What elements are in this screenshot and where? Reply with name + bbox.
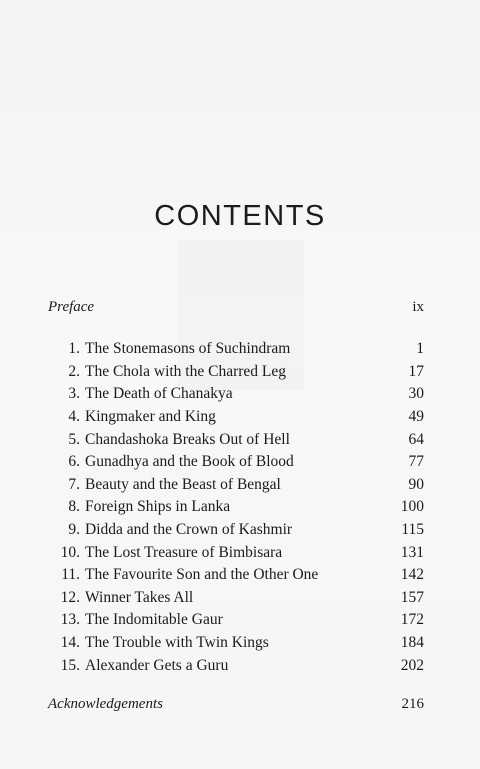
chapter-page: 100 — [400, 498, 424, 516]
chapter-page: 202 — [400, 656, 424, 674]
chapter-page: 115 — [401, 521, 424, 539]
chapter-number: 14. — [60, 634, 80, 652]
chapter-list — [44, 338, 424, 677]
chapter-page: 184 — [400, 634, 424, 652]
chapter-number: 11. — [61, 566, 80, 584]
chapter-row — [44, 541, 424, 564]
chapter-row — [44, 609, 424, 632]
chapter-title: Winner Takes All — [85, 588, 194, 606]
chapter-row — [44, 338, 424, 361]
chapter-row — [44, 383, 424, 406]
chapter-row — [44, 474, 424, 497]
chapter-title: Gunadhya and the Book of Blood — [85, 453, 294, 471]
chapter-number: 5. — [68, 430, 80, 448]
chapter-title: The Chola with the Charred Leg — [85, 362, 287, 380]
chapter-title: Kingmaker and King — [85, 408, 216, 426]
chapter-title: Alexander Gets a Guru — [85, 656, 229, 674]
chapter-number: 13. — [60, 611, 80, 629]
chapter-title: Foreign Ships in Lanka — [85, 498, 231, 516]
chapter-title: The Trouble with Twin Kings — [85, 634, 269, 652]
chapter-page: 77 — [408, 453, 424, 471]
chapter-row — [44, 361, 424, 384]
chapter-page: 1 — [416, 340, 424, 358]
chapter-row — [44, 587, 424, 610]
chapter-page: 17 — [408, 362, 424, 380]
chapter-row — [44, 496, 424, 519]
chapter-number: 8. — [68, 498, 80, 516]
preface-page: ix — [412, 299, 424, 315]
chapter-row — [44, 564, 424, 587]
chapter-page: 172 — [400, 611, 424, 629]
chapter-row — [44, 519, 424, 542]
chapter-page: 90 — [408, 475, 424, 493]
chapter-title: Didda and the Crown of Kashmir — [85, 521, 293, 539]
chapter-number: 12. — [60, 588, 80, 606]
chapter-number: 6. — [68, 453, 80, 471]
chapter-page: 30 — [408, 385, 424, 403]
acknowledgements-entry — [48, 696, 424, 713]
preface-label: Preface — [48, 299, 95, 315]
chapter-row — [44, 451, 424, 474]
chapter-number: 15. — [60, 656, 80, 674]
chapter-title: The Stonemasons of Suchindram — [85, 340, 291, 358]
chapter-page: 157 — [400, 588, 424, 606]
preface-entry — [48, 299, 424, 316]
chapter-number: 4. — [68, 408, 80, 426]
chapter-number: 9. — [68, 521, 80, 539]
acknowledgements-label: Acknowledgements — [48, 696, 163, 712]
contents-heading: CONTENTS — [154, 200, 326, 232]
chapter-title: The Favourite Son and the Other One — [85, 566, 319, 584]
chapter-row — [44, 632, 424, 655]
chapter-number: 7. — [68, 475, 80, 493]
chapter-title: Beauty and the Beast of Bengal — [85, 475, 281, 493]
chapter-page: 64 — [408, 430, 424, 448]
chapter-row — [44, 406, 424, 429]
chapter-number: 10. — [60, 543, 80, 561]
chapter-page: 142 — [400, 566, 424, 584]
acknowledgements-page: 216 — [401, 696, 424, 712]
chapter-title: The Lost Treasure of Bimbisara — [85, 543, 283, 561]
chapter-number: 2. — [68, 362, 80, 380]
chapter-title: Chandashoka Breaks Out of Hell — [85, 430, 290, 448]
chapter-row — [44, 654, 424, 677]
chapter-title: The Death of Chanakya — [85, 385, 233, 403]
chapter-number: 1. — [68, 340, 80, 358]
chapter-number: 3. — [68, 385, 80, 403]
chapter-page: 49 — [408, 408, 424, 426]
chapter-row — [44, 428, 424, 451]
chapter-title: The Indomitable Gaur — [85, 611, 223, 629]
chapter-page: 131 — [400, 543, 424, 561]
